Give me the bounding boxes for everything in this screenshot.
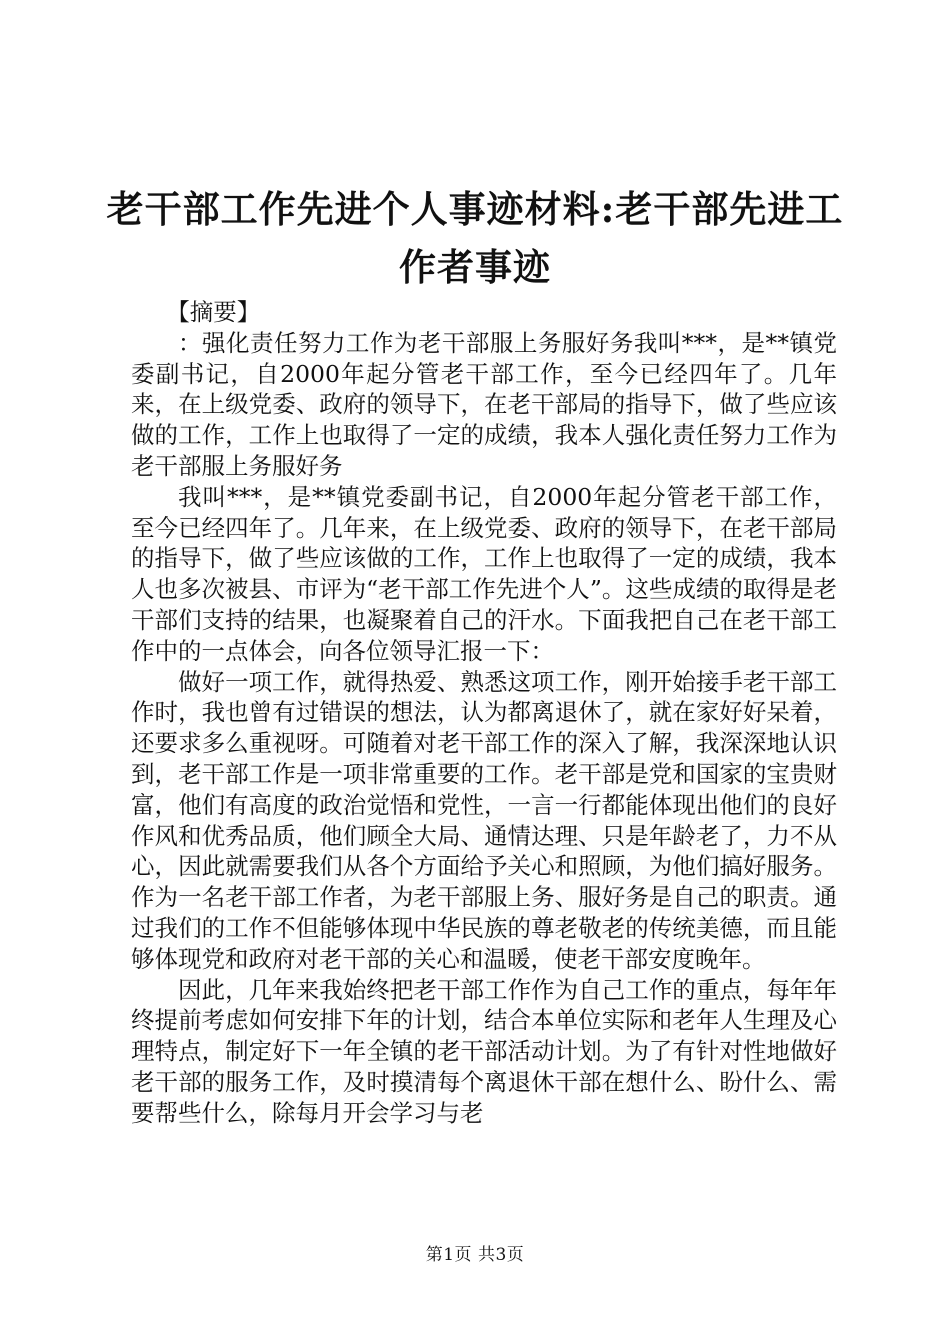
paragraph-2: 做好一项工作，就得热爱、熟悉这项工作，刚开始接手老干部工作时，我也曾有过错误的想法，认为都离退休了，就在家好好呆着，还要求多么重视呀。可随着对老干部工作的深入了解，我深深地认识到，老干部工作是一项非常重要的工作。老干部是党和国家的宝贵财富，他们有高度的政治觉悟和党性，一言一行都能体现出他们的良好作风和优秀品质，他们顾全大局、通情达理、只是年龄老了，力不从心，因此就需要我们从各个方面给予关心和照顾，为他们搞好服务。作为一名老干部工作者，为老干部服上务、服好务是自己的职责。通过我们的工作不但能够体现中华民族的尊老敬老的传统美德，而且能够体现党和政府对老干部的关心和温暖，使老干部安度晚年。 <box>131 667 837 973</box>
abstract-text: ：强化责任努力工作为老干部服上务服好务我叫***，是**镇党委副书记，自2000年起分管老干部工作，至今已经四年了。几年来，在上级党委、政府的领导下，在老干部局的指导下，做了些应该做的工作，工作上也取得了一定的成绩，我本人强化责任努力工作为老干部服上务服好务 <box>131 328 837 480</box>
paragraph-1: 我叫***，是**镇党委副书记，自2000年起分管老干部工作，至今已经四年了。几年来，在上级党委、政府的领导下，在老干部局的指导下，做了些应该做的工作，工作上也取得了一定的成绩，我本人也多次被县、市评为“老干部工作先进个人”。这些成绩的取得是老干部们支持的结果，也凝聚着自己的汗水。下面我把自己在老干部工作中的一点体会，向各位领导汇报一下： <box>131 482 837 665</box>
page-footer: 第1页 共3页 <box>425 1245 525 1265</box>
paragraph-3: 因此，几年来我始终把老干部工作作为自己工作的重点，每年年终提前考虑如何安排下年的计划，结合本单位实际和老年人生理及心理特点，制定好下一年全镇的老干部活动计划。为了有针对性地做好老干部的服务工作，及时摸清每个离退休干部在想什么、盼什么、需要帮些什么，除每月开会学习与老 <box>131 975 837 1127</box>
document-title: 老干部工作先进个人事迹材料:老干部先进工作者事迹 <box>106 187 844 289</box>
document-body <box>131 297 837 1129</box>
abstract-label: 【摘要】 <box>166 298 261 326</box>
